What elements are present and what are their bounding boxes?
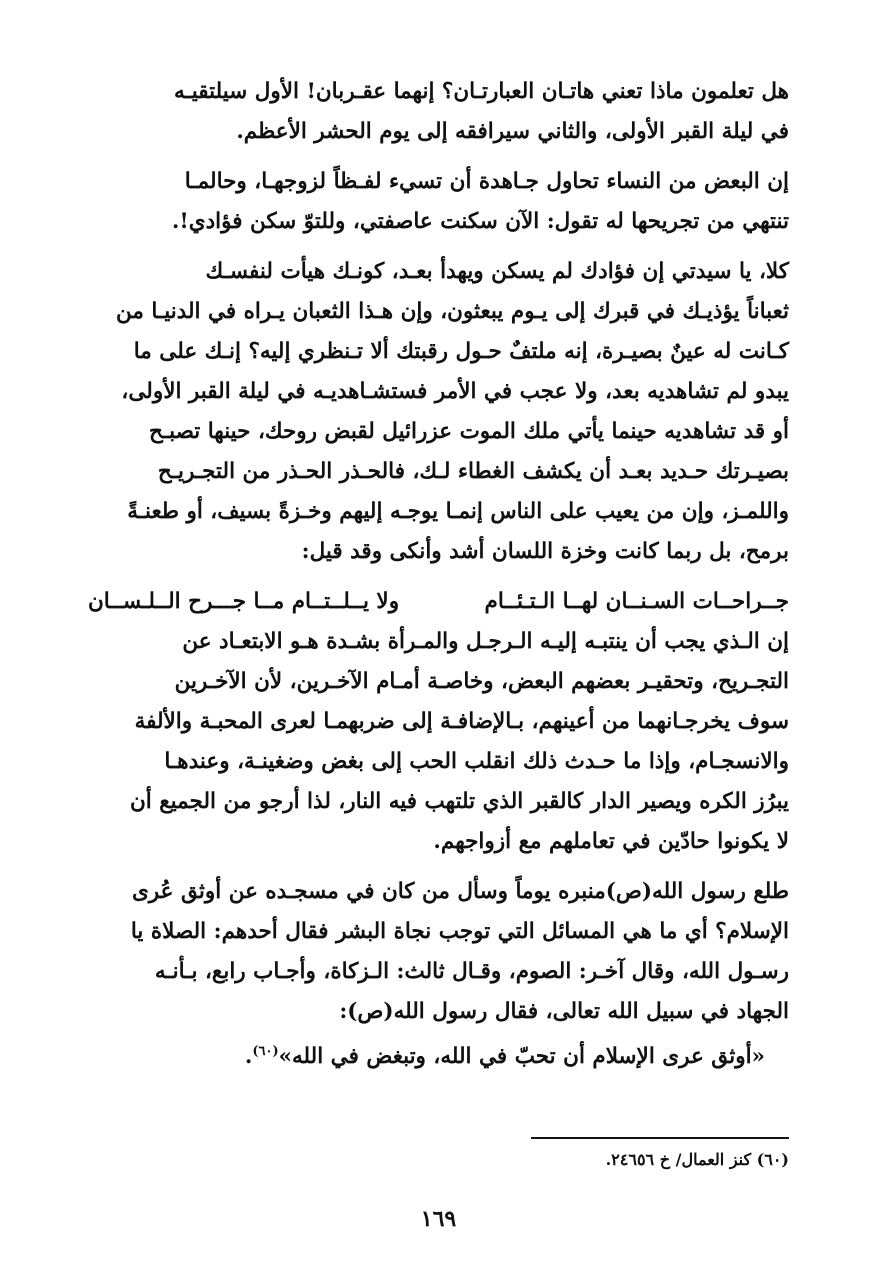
footnote-divider: [531, 1137, 789, 1139]
text-line: إن الـذي يجب أن ينتبـه إليـه الـرجـل والمـرأة بشـدة هـو الابتعـاد عن: [182, 629, 789, 654]
text-line: يبدو لم تشاهديه بعد، ولا عجب في الأمر فستشـاهديـه في ليلة القبر الأولى،: [121, 379, 789, 404]
hadith-quote: [88, 1032, 789, 1077]
hadith-text: «أوثق عرى الإسلام أن تحبّ في الله، وتبغض في الله»: [278, 1044, 765, 1070]
text-line: تنتهي من تجريحها له تقول: الآن سكنت عاصفتي، وللتوّ سكن فؤادي!.: [171, 209, 789, 234]
text-line: أو قد تشاهديه حينما يأتي ملك الموت عزرائيل لقبض روحك، حينها تصبـح: [148, 419, 789, 444]
text-line: يبرُز الكره ويصير الدار كالقبر الذي تلتهب فيه النار، لذا أرجو من الجميع أن: [129, 789, 789, 814]
paragraph-3: [88, 252, 789, 572]
text-line: برمح، بل ربما كانت وخزة اللسان أشد وأنكى وقد قيل:: [301, 539, 789, 564]
text-line: واللمـز، وإن من يعيب على الناس إنمـا يوجـه إليهم وخـزةً بسيف، أو طعنـةً: [127, 499, 789, 524]
text-line: كلا، يا سيدتي إن فؤادك لم يسكن ويهدأ بعـد، كونـك هيأت لنفسـك: [205, 259, 789, 284]
text-line: والانسجـام، وإذا ما حـدث ذلك انقلب الحب إلى بغض وضغينـة، وعندهـا: [164, 749, 789, 774]
text-line: التجـريح، وتحقيـر بعضهم البعض، وخاصـة أمـام الآخـرين، لأن الآخـرين: [174, 669, 789, 694]
hadith-end: .: [244, 1044, 253, 1070]
text-line: في ليلة القبر الأولى، والثاني سيرافقه إلى يوم الحشر الأعظم.: [236, 119, 789, 144]
text-line: بصيـرتك حـديد بعـد أن يكشف الغطاء لـك، فالحـذر الحـذر من التجـريـح: [157, 459, 789, 484]
text-line: رسـول الله، وقال آخـر: الصوم، وقـال ثالث: الـزكاة، وأجـاب رابع، بـأنـه: [154, 959, 789, 984]
text-line: إن البعض من النساء تحاول جـاهدة أن تسيء لفـظاً لزوجهـا، وحالمـا: [184, 169, 789, 194]
paragraph-5: [88, 872, 789, 1032]
paragraph-2: [88, 162, 789, 242]
footnote: (٦٠) كنز العمال/ خ ٢٤٦٥٦.: [605, 1150, 789, 1169]
page-number: ١٦٩: [420, 1206, 457, 1232]
verse-hemistich-second: ولا يــلــتــام مــا جـــرح الــلـســان: [88, 589, 400, 614]
paragraph-4: [88, 622, 789, 862]
text-line: هل تعلمون ماذا تعني هاتـان العبارتـان؟ إنهما عقـربان! الأول سيلتقيـه: [173, 79, 789, 104]
paragraph-1: [88, 72, 789, 152]
text-line: كـانت له عينٌ بصيـرة، إنه ملتفٌ حـول رقبتك ألا تـنظري إليه؟ إنـك على ما: [133, 339, 789, 364]
verse-hemistich-first: جــراحــات السـنــان لهــا الـتـئــام: [484, 589, 789, 614]
text-line: الجهاد في سبيل الله تعالى، فقال رسول الله(ص):: [339, 999, 789, 1024]
text-line: سوف يخرجـانهما من أعينهم، بـالإضافـة إلى ضربهمـا لعرى المحبـة والألفة: [134, 709, 789, 734]
text-line: لا يكونوا حادّين في تعاملهم مع أزواجهم.: [433, 829, 789, 854]
text-line: طلع رسول الله(ص)منبره يوماً وسأل من كان في مسجـده عن أوثق عُرى: [131, 879, 789, 904]
text-line: الإسلام؟ أي ما هي المسائل التي توجب نجاة البشر فقال أحدهم: الصلاة يا: [130, 919, 789, 944]
text-line: ثعباناً يؤذيـك في قبرك إلى يـوم يبعثون، وإن هـذا الثعبان يـراه في الدنيـا من: [115, 299, 789, 324]
footnote-reference: (٦٠): [252, 1044, 279, 1059]
poetry-verse: [88, 582, 789, 622]
